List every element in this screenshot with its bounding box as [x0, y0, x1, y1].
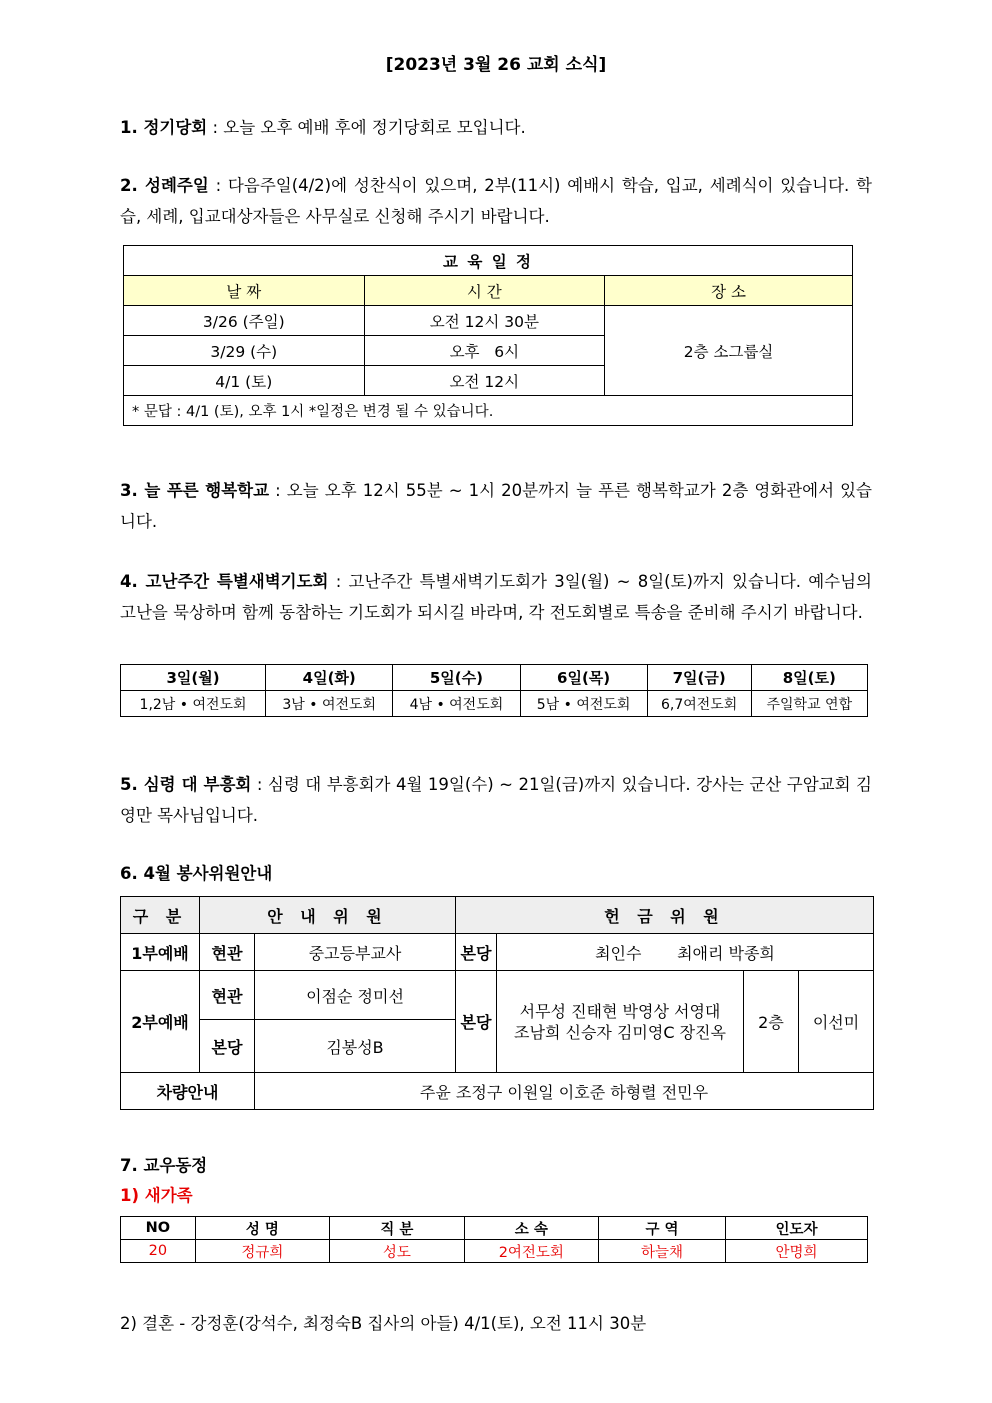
- car-guide-names: 주윤 조정구 이원일 이호준 하형렬 전민우: [255, 1073, 874, 1110]
- col-header: 구 역: [599, 1217, 726, 1240]
- col-header: 인도자: [726, 1217, 868, 1240]
- notice-6-head: 6. 4월 봉사위원안내: [120, 864, 273, 883]
- notice-4-head: 4. 고난주간 특별새벽기도회: [120, 572, 329, 591]
- notice-3: [120, 475, 872, 537]
- prayer-group: 3남 • 여전도회: [266, 691, 393, 717]
- guide-names: 이점순 정미선: [255, 971, 456, 1020]
- guide-place: 현관: [200, 934, 255, 971]
- notice-4: [120, 566, 872, 628]
- notice-3-head: 3. 늘 푸른 행복학교: [120, 481, 270, 500]
- notice-2: [120, 170, 872, 232]
- notice-2-head: 2. 성례주일: [120, 176, 209, 195]
- new-family-table: [120, 1216, 868, 1263]
- notice-1-head: 1. 정기당회: [120, 118, 208, 137]
- prayer-group: 6,7여전도회: [647, 691, 751, 717]
- car-guide-label: 차량안내: [121, 1073, 255, 1110]
- offering-place: 본당: [456, 971, 497, 1073]
- second-service-label: 2부예배: [121, 971, 200, 1073]
- notice-7: [120, 1150, 872, 1181]
- floor-label: 2층: [744, 971, 799, 1073]
- edu-time: 오전 12시 30분: [364, 306, 605, 336]
- edu-place: 2층 소그룹실: [605, 306, 853, 396]
- service-volunteers-table: [120, 896, 874, 1110]
- first-service-label: 1부예배: [121, 934, 200, 971]
- offering-names: 최인수 최애리 박종희: [497, 934, 874, 971]
- header-place: 장 소: [605, 276, 853, 306]
- prayer-day: 8일(토): [751, 665, 867, 691]
- floor-person: 이선미: [799, 971, 874, 1073]
- notice-1-text: : 오늘 오후 예배 후에 정기당회로 모입니다.: [207, 118, 526, 137]
- header-offering: 헌 금 위 원: [456, 897, 874, 934]
- notice-2-text: : 다음주일(4/2)에 성찬식이 있으며, 2부(11시) 예배시 학습, 입교, 세례식이 있습니다. 학습, 세례, 입교대상자들은 사무실로 신청해 주시기 바랍니다.: [120, 176, 872, 226]
- col-header: NO: [121, 1217, 196, 1240]
- col-header: 성 명: [195, 1217, 329, 1240]
- edu-date: 3/26 (주일): [124, 306, 365, 336]
- offering-names: [497, 971, 744, 1073]
- guide-names: 김봉성B: [255, 1020, 456, 1073]
- prayer-meeting-table: [120, 664, 868, 717]
- notice-5: [120, 769, 872, 831]
- table-cell: 2여전도회: [464, 1240, 598, 1263]
- new-family-heading: 1) 새가족: [120, 1186, 193, 1205]
- notice-5-head: 5. 심령 대 부흥회: [120, 775, 252, 794]
- table-cell: 정규희: [195, 1240, 329, 1263]
- guide-place: 본당: [200, 1020, 255, 1073]
- col-header: 직 분: [330, 1217, 464, 1240]
- wedding-notice: 2) 결혼 - 강정훈(강석수, 최정숙B 집사의 아들) 4/1(토), 오전 11시 30분: [120, 1314, 647, 1333]
- header-guide: 안 내 위 원: [200, 897, 456, 934]
- prayer-day: 7일(금): [647, 665, 751, 691]
- guide-names: 중고등부교사: [255, 934, 456, 971]
- prayer-group: 5남 • 여전도회: [520, 691, 647, 717]
- edu-time: 오전 12시: [364, 366, 605, 396]
- prayer-day: 6일(목): [520, 665, 647, 691]
- notice-3-text: : 오늘 오후 12시 55분 ~ 1시 20분까지 늘 푸른 행복학교가 2층 영화관에서 있습니다.: [120, 481, 872, 531]
- page-title: [2023년 3월 26 교회 소식]: [385, 55, 607, 75]
- notice-7-head: 7. 교우동정: [120, 1156, 208, 1175]
- table-cell: 안명희: [726, 1240, 868, 1263]
- prayer-day: 3일(월): [121, 665, 266, 691]
- header-division: 구 분: [121, 897, 200, 934]
- prayer-group: 주일학교 연합: [751, 691, 867, 717]
- offering-names-line: 서무성 진태현 박영상 서영대: [519, 1001, 721, 1021]
- table-cell: 성도: [330, 1240, 464, 1263]
- notice-5-text: : 심령 대 부흥회가 4월 19일(수) ~ 21일(금)까지 있습니다. 강사는 군산 구암교회 김영만 목사님입니다.: [120, 775, 872, 825]
- header-time: 시 간: [364, 276, 605, 306]
- prayer-group: 4남 • 여전도회: [393, 691, 520, 717]
- guide-place: 현관: [200, 971, 255, 1020]
- edu-note: * 문답 : 4/1 (토), 오후 1시 *일정은 변경 될 수 있습니다.: [124, 396, 853, 426]
- notice-4-text: : 고난주간 특별새벽기도회가 3일(월) ~ 8일(토)까지 있습니다. 예수님의 고난을 묵상하며 함께 동참하는 기도회가 되시길 바라며, 각 전도회별로 특송을 준비해 주시기 바랍니다.: [120, 572, 872, 622]
- prayer-group: 1,2남 • 여전도회: [121, 691, 266, 717]
- notice-1: [120, 112, 872, 143]
- table-cell: 20: [121, 1240, 196, 1263]
- offering-place: 본당: [456, 934, 497, 971]
- notice-6: [120, 858, 872, 889]
- edu-date: 4/1 (토): [124, 366, 365, 396]
- edu-date: 3/29 (수): [124, 336, 365, 366]
- prayer-day: 5일(수): [393, 665, 520, 691]
- education-schedule-table: [123, 245, 853, 426]
- offering-names-line: 조남희 신승자 김미영C 장진옥: [514, 1022, 726, 1042]
- prayer-day: 4일(화): [266, 665, 393, 691]
- education-table-title: 교 육 일 정: [124, 246, 853, 276]
- header-date: 날 짜: [124, 276, 365, 306]
- edu-time: 오후 6시: [364, 336, 605, 366]
- table-cell: 하늘채: [599, 1240, 726, 1263]
- col-header: 소 속: [464, 1217, 598, 1240]
